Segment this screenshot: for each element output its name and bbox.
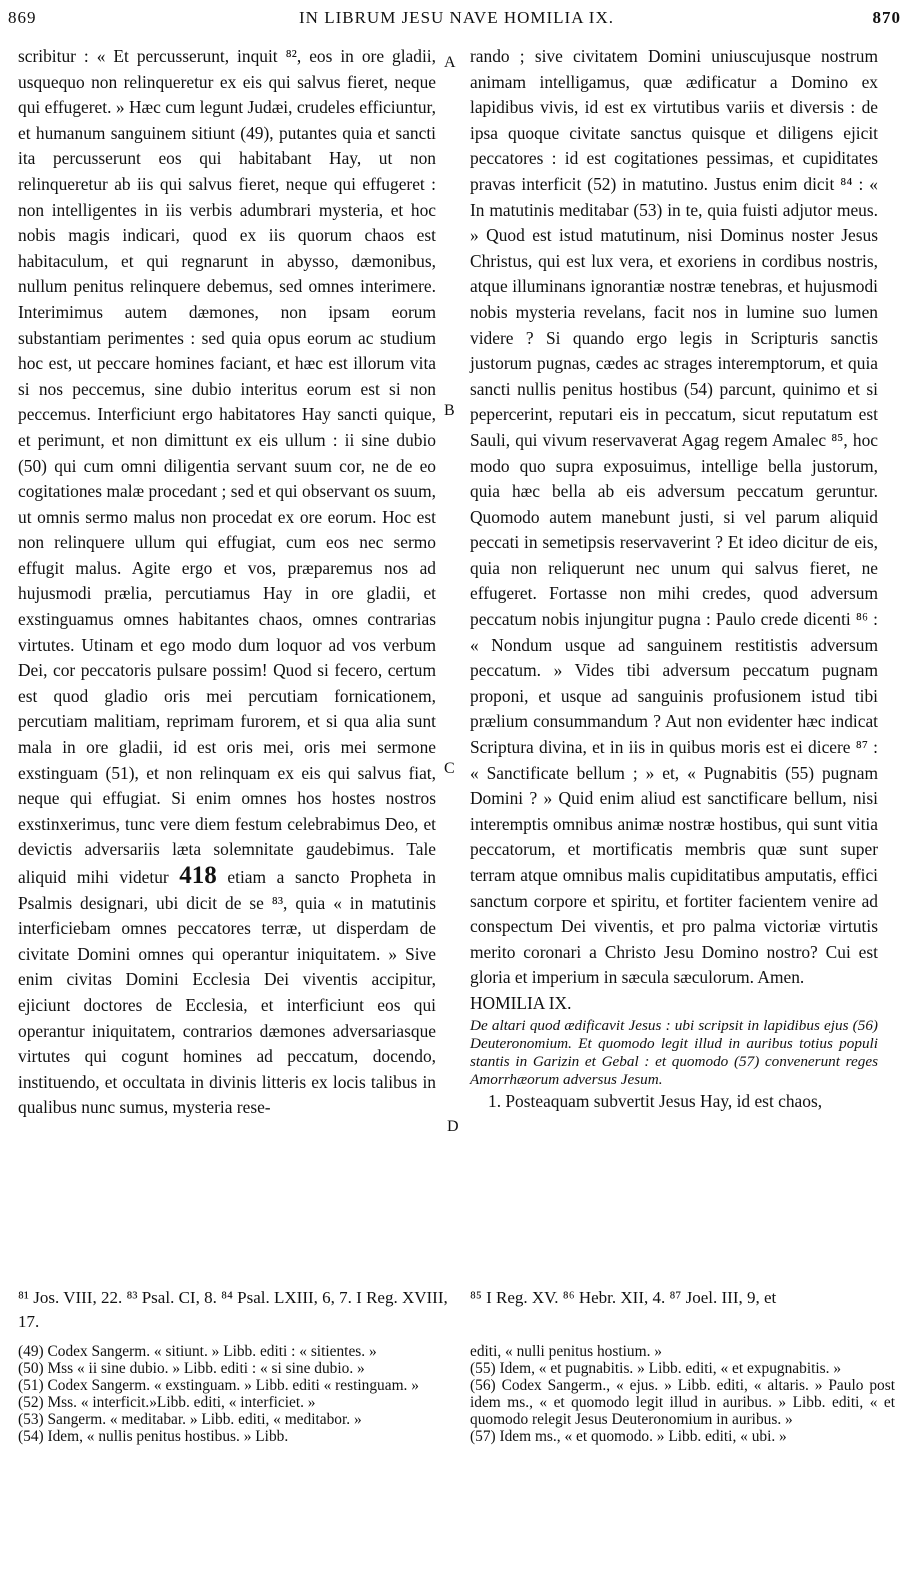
left-text-part1: scribitur : « Et percusserunt, inquit ⁸², eos in ore gladii, usquequo non relinqueretur ex eis qui salvus fieret, neque qui effugeret. » Hæc cum legunt Judæi, crudeles efficiuntur, et humanum sanguinem sitiunt (49), putantes quia et sancti ita percusserunt eos qui habitabant Hay, ut non relinqueretur ab iis qui salvus fieret, neque qui effugeret : non intelligentes in iis verbis adumbrari mysteria, et hoc nobis magis indicari, quod ex iis quorum chaos est habitaculum, et qui regnarunt in abysso, dæmonibus, nullum penitus relinquere debemus, sed omnes interimere. Interimimus autem dæmones, non ipsam eorum substantiam perimentes : sed quia opus eorum ac studium hoc est, ut peccare homines faciant, et hæc est illorum vita si nos peccemus, sine dubio interitus eorum est si non peccemus. Interficiunt ergo habitatores Hay sancti quique, et perimunt, et non dimittunt ex eis ullum : ii sine dubio (50) qui cum omni diligentia servant suum cor, ne de eo cogitationes malæ procedant ; sed et qui observant os suum, ut omnis sermo malus non procedat ex ore eorum. Hoc est non relinquere ullum qui effugiat, cum eos nec sermo effugit malus. Agite ergo et vos, præparemus nos ad hujusmodi prælia, percutiamus Hay in ore gladii, et exstinguamus omnes habitantes chaos, omnes contrarias virtutes. Utinam et ego modo dum loquor ad vos verbum Dei, cor peccatoris pulsare possim! Quod si fecero, certum est quod gladio oris mei percutiam fornicationem, percutiam malitiam, reprimam furorem, et si qua alia sunt mala in ore gladii, id est oris mei, oris mei sermone exstinguam (51), et non relinquam ex eis qui salvus fiat, neque qui effugiat. Si enim omnes hos hostes nostros exstinxerimus, tunc vere diem festum celebrabimus Deo, et devictis adversariis læta solemnitate gaudebimus. Tale aliquid mihi videtur — [18, 46, 436, 887]
variant-note: (50) Mss « ii sine dubio. » Libb. editi : « si sine dubio. » — [18, 1360, 365, 1377]
margin-letter-b: B — [444, 402, 455, 419]
variant-note: (52) Mss. « interficit.»Libb. editi, « interficiet. » — [18, 1394, 316, 1411]
page-marker-418: 418 — [179, 862, 217, 889]
variant-note: editi, « nulli penitus hostium. » — [470, 1343, 662, 1360]
right-column — [470, 44, 878, 1114]
homily-summary: De altari quod ædificavit Jesus : ubi scripsit in lapidibus ejus (56) Deuteronomium. Et quomodo legit illud in auribus totius populi stantis in Garizin et Gebal : et quomodo (57) convenerunt reges Amorrhæorum adversus Jesum. — [470, 1016, 878, 1088]
variants-left — [18, 1343, 448, 1445]
variants-right — [470, 1343, 895, 1445]
footnotes-left: ⁸¹ Jos. VIII, 22. ⁸³ Psal. CI, 8. ⁸⁴ Psal. LXIII, 6, 7. I Reg. XVIII, 17. — [18, 1288, 448, 1331]
variant-note: (57) Idem ms., « et quomodo. » Libb. editi, « ubi. » — [470, 1428, 787, 1445]
variant-note: (49) Codex Sangerm. « sitiunt. » Libb. editi : « sitientes. » — [18, 1343, 377, 1360]
right-column-text: rando ; sive civitatem Domini uniuscujusque nostrum animam intelligamus, quæ ædificatur a Domino ex lapidibus vivis, id est ex virtutibus variis et diversis : de ipsa quoque civitate sanctus quisque et diligens ejicit peccatores : id est cogitationes pessimas, et cupiditates pravas interficit (52) in matutino. Justus enim dicit ⁸⁴ : « In matutinis meditabar (53) in te, quia fuisti adjutor meus. » Quod est istud matutinum, nisi Dominus noster Jesus Christus, qui est lux vera, et exoriens in cordibus nostris, atque illuminans ignorantiæ nostræ tenebras, et hujusmodi nobis mysteria revelans, facit nos in lumine suo lumen videre ? Si quando ergo legis in Scripturis sanctis justorum pugnas, cædes ac strages interemptorum, et quia sancti nullis penitus hostibus (54) parcunt, quinimo et si pepercerint, reputari eis in peccatum, sicut reputatum est Sauli, qui vivum reservaverat Agag regem Amalec ⁸⁵, hoc modo quo supra exposuimus, intellige bella justorum, quia hæc bella ab eis adversum peccatum geruntur. Quomodo autem manebunt justi, si vel parum aliquid peccati in semetipsis reservaverint ? Et ideo dicitur de eis, quia non reliquerunt nec unum qui salvus fieret, ne effugeret. Fortasse non mihi credes, quod adversum peccatum nobis injungitur pugna : Paulo crede dicenti ⁸⁶ : « Nondum usque ad sanguinem restitistis adversum peccatum. » Vides tibi adversum peccatum pugnam proponi, et usque ad sanguinis profusionem istud tibi prælium consummandum ? Aut non evidenter hæc indicat Scriptura divina, et in iis in quibus moris est ei dicere ⁸⁷ : « Sanctificate bellum ; » et, « Pugnabitis (55) pugnam Domini ? » Quid enim aliud est sanctificare bellum, nisi interemptis omnibus animæ nostræ hostibus, qui sunt vitia peccatorum, et mortificatis membris quæ sunt super terram atque omnibus malis cupiditatibus amputatis, effici sanctum corpore et spiritu, et fortiter facientem venire ad conspectum Dei viventis, et pro palma victoriæ virtutis merito coronari a Christo Jesu Domino nostro? Cui est gloria et imperium in sæcula sæculorum. Amen. — [470, 46, 878, 988]
left-column-text — [18, 44, 436, 1121]
variant-note: (54) Idem, « nullis penitus hostibus. » Libb. — [18, 1428, 289, 1445]
variant-note: (56) Codex Sangerm., « ejus. » Libb. editi, « altaris. » Paulo post idem ms., « et quomodo legit illud in auribus. » Libb. editi, « et quomodo relegit Jesus Deuteronomium in auribus. » — [470, 1377, 895, 1428]
variant-note: (51) Codex Sangerm. « exstinguam. » Libb. editi « restinguam. » — [18, 1377, 419, 1394]
variant-note: (53) Sangerm. « meditabar. » Libb. editi, « meditabor. » — [18, 1411, 362, 1428]
running-title: IN LIBRUM JESU NAVE HOMILIA IX. — [299, 8, 614, 27]
variant-note: (55) Idem, « et pugnabitis. » Libb. editi, « et expugnabitis. » — [470, 1360, 842, 1377]
homily-title: HOMILIA IX. — [470, 992, 572, 1013]
margin-letter-a: A — [444, 54, 456, 71]
left-column — [18, 44, 436, 1121]
page-number-right: 870 — [872, 8, 901, 27]
margin-letter-d: D — [447, 1118, 459, 1135]
footnotes-right: ⁸⁵ I Reg. XV. ⁸⁶ Hebr. XII, 4. ⁸⁷ Joel. III, 9, et — [470, 1288, 777, 1307]
margin-letter-c: C — [444, 760, 455, 777]
page-number-left: 869 — [8, 8, 37, 27]
homily-start: 1. Posteaquam subvertit Jesus Hay, id est chaos, — [488, 1090, 823, 1111]
left-text-part2: etiam a sancto Propheta in Psalmis designari, ubi dicit de se ⁸³, quia « in matutinis interficiebam omnes peccatores terræ, ut disperdam de civitate Domini omnes qui operantur iniquitatem. » Sive enim civitas Domini Ecclesia Dei viventis accipitur, ejiciunt doctores de Ecclesia, et interficiunt eos qui operantur iniquitatem, contrarios dæmones adversariasque virtutes qui cogunt homines ad peccatum, docendo, instituendo, et occultata in divinis litteris ex locis talibus in qualibus nunc sumus, mysteria rese- — [18, 867, 436, 1118]
